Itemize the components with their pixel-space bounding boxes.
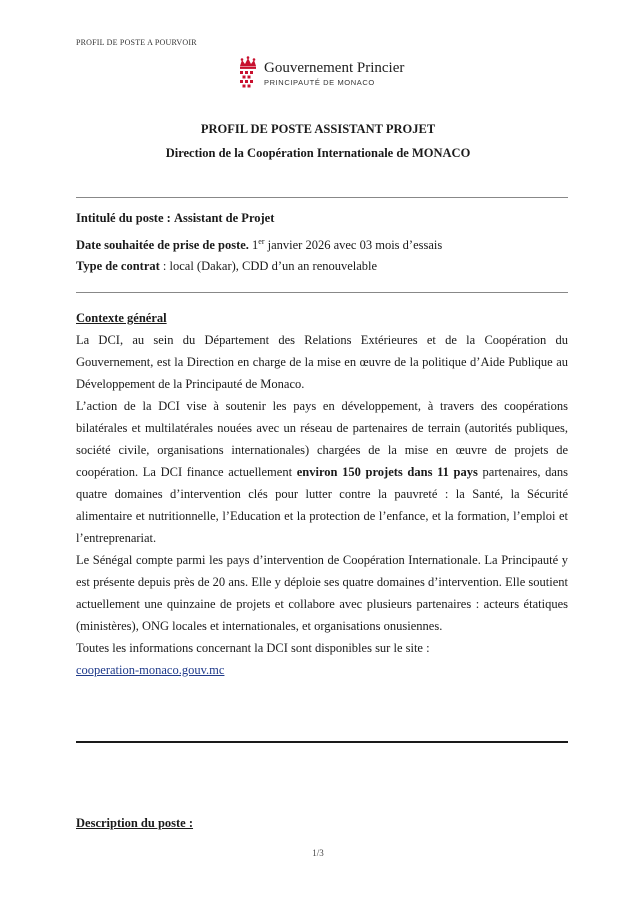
document-subtitle: Direction de la Coopération Internationale de MONACO xyxy=(165,146,471,160)
contract-line xyxy=(76,258,576,274)
start-date-value: janvier 2026 avec 03 mois d’essais xyxy=(267,238,443,253)
running-header: PROFIL DE POSTE A POURVOIR xyxy=(76,38,197,47)
contract-label: Type de contrat xyxy=(76,259,160,273)
start-date-sup: er xyxy=(258,237,265,246)
context-paragraph-1: La DCI, au sein du Département des Relations Extérieures et de la Coopération du Gouvernement, est la Direction en charge de la mise en œuvre de la politique d’Aide Publique au Développement de la Principauté de Monaco. xyxy=(76,333,568,391)
start-date-day: 1 xyxy=(252,238,259,253)
job-title-value: Assistant de Projet xyxy=(173,211,275,225)
logo-title: Gouvernement Princier xyxy=(264,60,405,76)
dci-website-link[interactable]: cooperation-monaco.gouv.mc xyxy=(76,663,225,677)
crown-emblem-icon xyxy=(237,56,259,90)
context-paragraph-2 xyxy=(76,395,568,549)
document-title: PROFIL DE POSTE ASSISTANT PROJET xyxy=(200,122,436,136)
description-heading: Description du poste : xyxy=(76,816,194,830)
context-p2-start: L’action de la DCI vise à soutenir les pays en développement, à travers des coopérations bilatérales et multilatérales nouées avec un réseau de partenaires de terrain (autorités publiques, société civile, organisations internationales) chargées de la mise en œuvre de projets de coopération. La DCI finance actuellement xyxy=(76,399,568,479)
job-title-line xyxy=(76,210,576,226)
context-p2-end: partenaires, dans quatre domaines d’intervention clés pour lutter contre la pauvreté : la Santé, la Sécurité alimentaire et nutritionnelle, l’Education et la protection de l’enfance, et la formation, l’emploi et l’entreprenariat. xyxy=(76,465,569,545)
start-date-line xyxy=(76,234,576,253)
context-p2-highlight: environ 150 projets dans 11 pays xyxy=(296,465,478,479)
government-logo xyxy=(237,56,404,90)
contract-value: : local (Dakar), CDD d’un an renouvelable xyxy=(162,259,378,273)
context-paragraph-4: Toutes les informations concernant la DCI sont disponibles sur le site : xyxy=(76,641,430,655)
job-title-label: Intitulé du poste : xyxy=(76,211,171,225)
divider-bottom xyxy=(76,741,568,743)
divider-top xyxy=(76,197,568,198)
context-heading: Contexte général xyxy=(76,311,167,325)
logo-subtitle: PRINCIPAUTÉ DE MONACO xyxy=(264,78,375,87)
page-number: 1/3 xyxy=(312,848,324,858)
divider-middle xyxy=(76,292,568,293)
start-date-label: Date souhaitée de prise de poste. xyxy=(76,238,249,253)
context-body xyxy=(76,329,568,681)
context-paragraph-3: Le Sénégal compte parmi les pays d’intervention de Coopération Internationale. La Principauté y est présente depuis près de 20 ans. Elle y déploie ses quatre domaines d’intervention. Elle soutient actuellement une quinzaine de projets et collabore avec plusieurs partenaires : acteurs étatiques (ministères), ONG locales et internationales, et organisations onusiennes. xyxy=(76,553,568,633)
